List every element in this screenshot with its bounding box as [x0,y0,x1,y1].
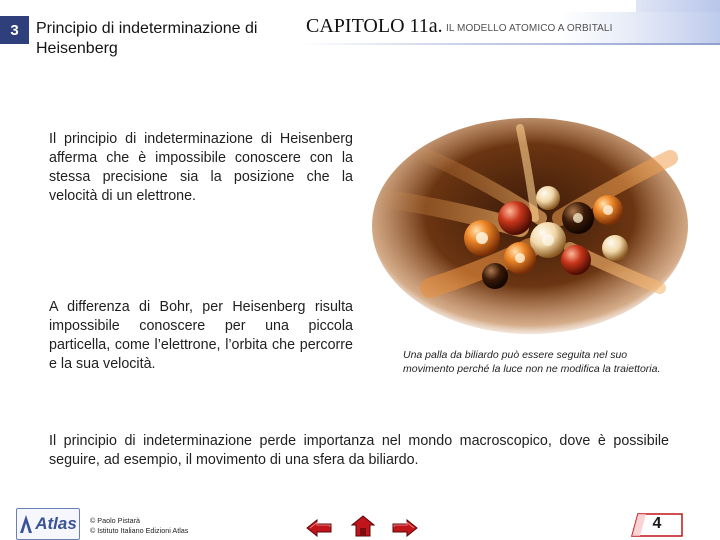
next-slide-button[interactable] [392,518,418,538]
chapter-label: CAPITOLO 11a. [306,15,443,37]
credit-author: © Paolo Pistarà [90,516,141,525]
atlas-logo-text: Atlas [35,514,77,533]
chapter-subtitle: IL MODELLO ATOMICO A ORBITALI [446,23,613,34]
home-button[interactable] [350,516,376,536]
paragraph-definition: Il principio di indeterminazione di Heisenberg afferma che è impossibile conoscere con la stessa precisione sia la posizione che la velocità di un elettrone. [49,131,353,204]
page-number-badge [628,510,686,538]
home-icon [351,515,375,537]
atlas-logo-mark-icon [19,514,33,534]
arrow-right-icon [392,519,418,537]
paragraph-macroscopic: Il principio di indeterminazione perde importanza nel mondo macroscopico, dove è possibile seguire, ad esempio, il movimento di una sfera da biliardo. [49,433,669,468]
paragraph-comparison-bohr: A differenza di Bohr, per Heisenberg risulta impossibile conoscere per una piccola particella, come l’elettrone, l’orbita che percorre e la sua velocità. [49,299,353,372]
billiard-balls-image [370,118,690,338]
page-number: 4 [652,515,662,532]
arrow-left-icon [306,519,332,537]
atlas-logo [16,508,80,540]
header-divider [300,43,720,45]
slide-title: Principio di indeterminazione di Heisenberg [36,20,258,57]
previous-slide-button[interactable] [306,518,332,538]
image-caption: Una palla da biliardo può essere seguita nel suo movimento perché la luce non ne modifica la traiettoria. [403,349,661,375]
section-number-badge: 3 [0,16,29,44]
footer-credits [90,516,188,536]
credit-publisher: © Istituto Italiano Edizioni Atlas [90,526,189,535]
